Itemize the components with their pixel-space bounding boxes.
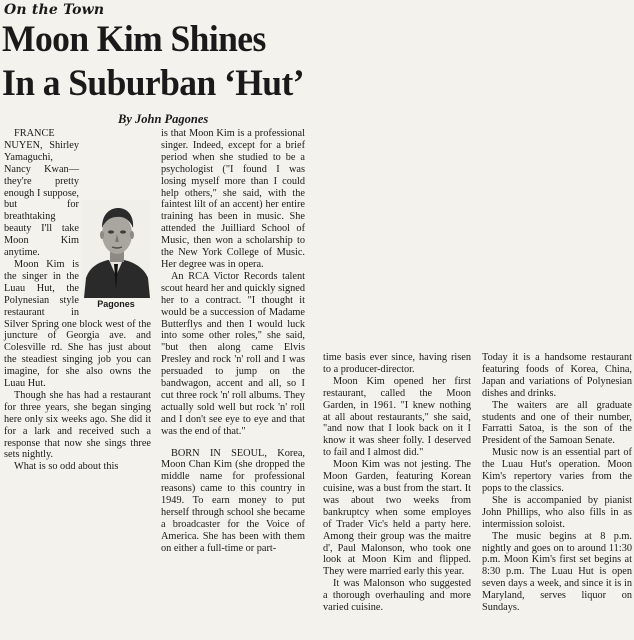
paragraph: It was Malonson who suggested a thorough overhauling and more varied cuisine. xyxy=(323,578,471,614)
portrait-image xyxy=(82,200,150,298)
paragraph: An RCA Victor Records talent scout heard her and quickly signed her to a contract. "I thought it would be a succession of Madame Butterflys and then I would luck into some other roles," she said, "but then along came Elvis Presley and rock 'n' roll and I was persuaded to jump on the bandwagon, accent and all, so I cut three rock 'n' roll albums. They actually sold well but rock 'n' roll and I don't see eye to eye and that was the end of that." xyxy=(161,270,305,437)
article-column-2 xyxy=(161,128,305,555)
paragraph: She is accompanied by pianist John Phillips, who also fills in as intermission soloist. xyxy=(482,494,632,530)
headline-line-2: In a Suburban ‘Hut’ xyxy=(2,63,304,104)
paragraph: is that Moon Kim is a professional singer. Indeed, except for a brief period when she studied to be a psychologist ("I found I was losing myself more than I could help others," she said, with the faintest lilt of an accent) her entire training has been in music. She attended the Juilliard School of Music, then won a scholarship to the New York College of Music. Her degree was in opera. xyxy=(161,128,305,270)
photo-caption: Pagones xyxy=(97,299,135,309)
paragraph: What is so odd about this xyxy=(14,461,119,473)
paragraph: Music now is an essential part of the Luau Hut's operation. Moon Kim's repertory varies from the pops to the classics. xyxy=(482,447,632,494)
paragraph: Moon Kim is the singer in the Luau Hut, the Polynesian style restaurant in Silver Spring one block west of the juncture of Georgia ave. and Colesville rd. She has just about the steadiest singing job you can imagine, for she also owns the Luau Hut. xyxy=(4,258,151,390)
headline xyxy=(2,18,309,106)
article-column-4 xyxy=(482,352,632,614)
paragraph: BORN IN SEOUL, Korea, Moon Chan Kim (she dropped the middle name for professional reasons) came to this country in 1949. To earn money to put herself through school she became a broadcaster for the Voice of America. She has been with them on either a full-time or part- xyxy=(161,447,305,554)
paragraph: FRANCE NUYEN, Shirley Yamaguchi, Nancy Kwan—they're pretty enough I suppose, but for breathtaking beauty I'll take Moon Kim anytime. xyxy=(4,128,79,259)
byline: By John Pagones xyxy=(118,112,209,126)
paragraph: The waiters are all graduate students and one of their number, Farratti Satoa, is the son of the President of the Samoan Senate. xyxy=(482,399,632,447)
author-photo xyxy=(82,200,150,298)
paragraph: The music begins at 8 p.m. nightly and goes on to around 11:30 p.m. Moon Kim's first set begins at 8:30 p.m. The Luau Hut is open seven days a week, and since it is in Maryland, serves liquor on Sundays. xyxy=(482,530,632,614)
paragraph: Though she has had a restaurant for three years, she began singing here only six weeks ago. She did it for a lark and received such a response that now she sings three sets nightly. xyxy=(4,389,151,461)
paragraph: Moon Kim opened her first restaurant, called the Moon Garden, in 1961. "I knew nothing at all about restaurants," she said, "and now that I look back on it I know it was sheer folly. I deserved to fail and I almost did." xyxy=(323,375,471,459)
headline-line-1: Moon Kim Shines xyxy=(2,19,266,60)
article-column-3 xyxy=(323,352,471,614)
section-kicker: On the Town xyxy=(4,2,105,18)
paragraph: Today it is a handsome restaurant featuring foods of Korea, China, Japan and variations of Polynesian dishes and drinks. xyxy=(482,352,632,399)
paragraph: Moon Kim was not jesting. The Moon Garden, featuring Korean cuisine, was a bust from the start. It was about two weeks from bankruptcy when some employes of Trader Vic's held a party here. Among their group was the maitre d', Paul Malonson, who took one look at Moon Kim and flipped. They were married early this year. xyxy=(323,459,471,578)
paragraph: time basis ever since, having risen to a producer-director. xyxy=(323,352,471,375)
